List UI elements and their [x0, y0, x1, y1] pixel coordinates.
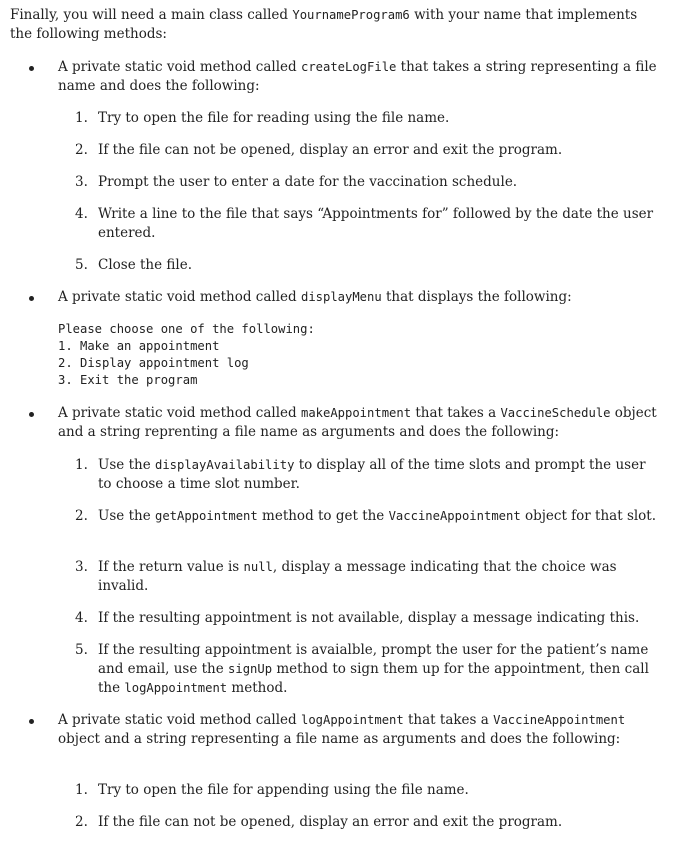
bullet-dot: [29, 719, 34, 724]
step-text: If the file can not be opened, display an error and exit the program.: [98, 814, 563, 830]
step-text: If the resulting appointment is avaialble, prompt the user for the patient’s name and email, use the signUp method to sign them up for the appointment, then call the logAppointment method.: [98, 642, 649, 696]
menu-line: 2. Display appointment log: [58, 356, 249, 370]
displaymenu-bullet: A private static void method called displayMenu that displays the following:: [58, 289, 572, 305]
createlogfile-bullet: A private static void method called createLogFile that takes a string representing a file name and does the following:: [58, 59, 657, 94]
step-text: Try to open the file for reading using the file name.: [98, 110, 450, 126]
bullet-dot: [29, 412, 34, 417]
logappointment-bullet: A private static void method called logAppointment that takes a VaccineAppointment object and a string representing a file name as arguments and does the following:: [58, 712, 626, 747]
step-number: 1.: [75, 110, 88, 126]
method-name-code: displayMenu: [300, 290, 382, 304]
step-text: Use the getAppointment method to get the VaccineAppointment object for that slot.: [98, 508, 657, 524]
method-name-code: signUp: [228, 662, 273, 676]
makeappointment-bullet: A private static void method called makeAppointment that takes a VaccineSchedule object and a string reprenting a file name as arguments and does the following:: [58, 405, 657, 440]
class-name-code: YournameProgram6: [292, 8, 410, 22]
step-number: 2.: [75, 142, 88, 158]
bullet-dot: [29, 296, 34, 301]
step-text: Try to open the file for appending using the file name.: [98, 782, 469, 798]
null-code: null: [243, 560, 273, 574]
step-number: 5.: [75, 642, 88, 658]
method-name-code: logAppointment: [124, 681, 228, 695]
method-name-code: makeAppointment: [300, 406, 412, 420]
step-number: 3.: [75, 174, 88, 190]
class-name-code: VaccineAppointment: [388, 509, 521, 523]
class-name-code: VaccineAppointment: [493, 713, 626, 727]
step-number: 1.: [75, 457, 88, 473]
method-name-code: logAppointment: [300, 713, 404, 727]
step-number: 4.: [75, 610, 88, 626]
step-number: 5.: [75, 257, 88, 273]
method-name-code: getAppointment: [155, 509, 258, 523]
menu-line: 3. Exit the program: [58, 373, 198, 387]
step-text: Use the displayAvailability to display all of the time slots and prompt the user to choose a time slot number.: [98, 457, 646, 492]
step-number: 3.: [75, 559, 88, 575]
step-number: 4.: [75, 206, 88, 222]
class-name-code: VaccineSchedule: [500, 406, 611, 420]
menu-line: Please choose one of the following:: [58, 322, 315, 336]
menu-line: 1. Make an appointment: [58, 339, 220, 353]
method-name-code: createLogFile: [300, 60, 397, 74]
step-number: 2.: [75, 814, 88, 830]
menu-code-block: [58, 321, 315, 389]
step-text: If the return value is null, display a message indicating that the choice was invalid.: [98, 559, 617, 594]
step-number: 1.: [75, 782, 88, 798]
step-text: Prompt the user to enter a date for the vaccination schedule.: [98, 174, 518, 190]
step-text: If the file can not be opened, display an error and exit the program.: [98, 142, 563, 158]
step-text: Close the file.: [98, 257, 192, 273]
step-text: If the resulting appointment is not available, display a message indicating this.: [98, 610, 640, 626]
step-number: 2.: [75, 508, 88, 524]
method-name-code: displayAvailability: [155, 458, 295, 472]
step-text: Write a line to the file that says “Appointments for” followed by the date the user entered.: [98, 206, 654, 241]
bullet-dot: [29, 66, 34, 71]
intro-paragraph: Finally, you will need a main class called YournameProgram6 with your name that implements the following methods:: [10, 7, 638, 42]
